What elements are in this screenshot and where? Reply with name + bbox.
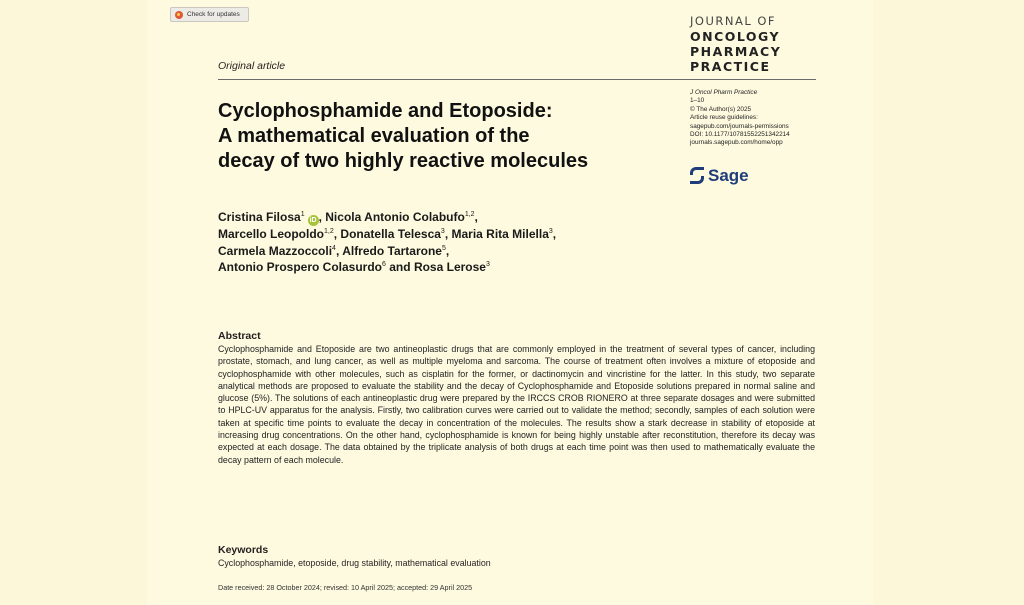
journal-logo-line1: JOURNAL OF — [690, 14, 777, 28]
orcid-icon[interactable]: iD — [309, 217, 317, 224]
journal-logo-line2: ONCOLOGY — [690, 29, 781, 44]
author-affiliation: 1,2 — [464, 211, 475, 218]
abstract-heading: Abstract — [218, 330, 261, 342]
author-name[interactable]: Nicola Antonio Colabufo — [325, 210, 465, 224]
author-affiliation: 6 — [382, 261, 386, 268]
author-name[interactable]: Rosa Lerose — [413, 260, 486, 274]
check-for-updates-label: Check for updates — [187, 11, 240, 18]
journal-abbrev: J Oncol Pharm Practice — [690, 89, 758, 96]
article-title — [218, 99, 658, 174]
author-separator: and — [385, 260, 414, 274]
author-affiliation: 1,2 — [324, 228, 334, 235]
keywords-heading: Keywords — [218, 544, 269, 556]
title-line-1: Cyclophosphamide and Etoposide: — [218, 100, 553, 122]
title-line-3: decay of two highly reactive molecules — [218, 150, 589, 172]
author-name[interactable]: Cristina Filosa — [218, 210, 301, 224]
author-name[interactable]: Antonio Prospero Colasurdo — [218, 260, 383, 274]
author-name[interactable]: Carmela Mazzoccoli — [218, 243, 333, 258]
doi[interactable]: DOI: 10.1177/10781552251342214 — [690, 131, 790, 139]
author-name[interactable]: Marcello Leopoldo — [218, 227, 325, 241]
publisher-name: Sage — [708, 166, 749, 185]
article-dates: Date received: 28 October 2024; revised: 10 April 2025; accepted: 29 April 2025 — [218, 583, 473, 592]
page-range: 1–10 — [690, 97, 705, 105]
author-name[interactable]: Alfredo Tartarone — [342, 243, 442, 258]
article-type: Original article — [218, 60, 286, 72]
author-list — [218, 209, 688, 276]
journal-logo-line4: PRACTICE — [690, 59, 771, 74]
title-line-2: A mathematical evaluation of the — [218, 125, 530, 147]
author-affiliation: 1 — [300, 211, 305, 218]
copyright: © The Author(s) 2025 — [690, 105, 752, 113]
crossmark-icon — [175, 11, 183, 19]
journal-home-link[interactable]: journals.sagepub.com/home/opp — [690, 139, 783, 147]
author-name[interactable]: Donatella Telesca — [340, 227, 441, 241]
author-name[interactable]: Maria Rita Milella — [451, 227, 549, 241]
author-separator: , — [318, 210, 326, 224]
author-separator: , — [474, 210, 478, 224]
abstract-text: Cyclophosphamide and Etoposide are two antineoplastic drugs that are commonly employed in the treatment of several types of cancer, including prostate, stomach, and lung cancer, as well as multiple myeloma and sarcoma. The course of treatment often involves a mixture of etoposide and cyclophosphamide with other molecules, such as cisplatin for the former, or dactinomycin and vincristine for the latter. In this study, two separate analytical methods are proposed to evaluate the stability and the decay of Cyclophosphamide and Etoposide solutions prepared in normal saline and glucose (5%). The solutions of each antineoplastic drug were prepared by the IRCCS CROB RIONERO at three separate dosages and were submitted to HPLC-UV apparatus for the analysis. Firstly, two calibration curves were carried out to validate the method; secondly, samples of each solution were taken at specific time points to evaluate the decay in concentration of the molecules. The results show a stark decrease in stability of etoposide at increasing drug concentrations. On the other hand, cyclophosphamide is known for being highly unstable after reconstitution, therefore its decay was expected at each dosage. The data obtained by the triplicate analysis of both drugs at each time point was then used to mathematically evaluate the decay pattern of each molecule. — [218, 344, 815, 465]
publisher-logo — [690, 166, 749, 186]
author-separator: , — [335, 243, 343, 258]
author-affiliation: 4 — [332, 244, 336, 252]
journal-logo — [690, 14, 820, 74]
keywords-text: Cyclophosphamide, etoposide, drug stability, mathematical evaluation — [218, 558, 491, 568]
author-separator: , — [552, 227, 557, 241]
author-affiliation: 3 — [548, 228, 553, 235]
sage-logo-icon — [690, 167, 704, 185]
header-divider — [218, 79, 816, 80]
journal-logo-line3: PHARMACY — [690, 44, 782, 59]
author-separator: , — [445, 243, 450, 258]
reuse-label: Article reuse guidelines: — [690, 114, 758, 122]
author-separator: , — [444, 227, 452, 241]
author-separator: , — [333, 227, 341, 241]
reuse-link[interactable]: sagepub.com/journals-permissions — [690, 122, 789, 130]
check-for-updates-button[interactable] — [170, 7, 249, 22]
author-affiliation: 5 — [441, 244, 446, 252]
author-affiliation: 3 — [485, 261, 490, 268]
author-affiliation: 3 — [440, 228, 445, 235]
article-meta — [690, 89, 825, 148]
